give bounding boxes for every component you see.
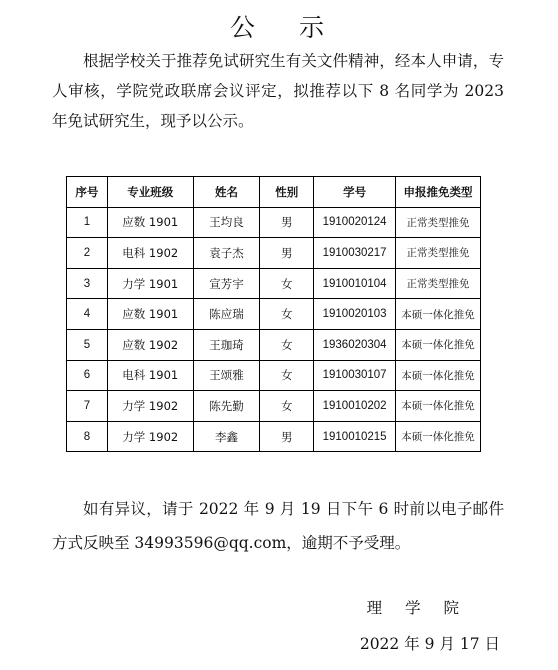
- table-row: [67, 421, 481, 452]
- cell-index: 1: [67, 207, 108, 238]
- cell-name: 王颂雅: [193, 360, 260, 391]
- cell-gender: 女: [260, 360, 314, 391]
- cell-student-id: 1910030217: [314, 238, 396, 269]
- cell-gender: 女: [260, 329, 314, 360]
- cell-gender: 女: [260, 268, 314, 299]
- cell-index: 4: [67, 299, 108, 330]
- cell-name: 袁子杰: [193, 238, 260, 269]
- recommended-students-table: [66, 176, 481, 452]
- cell-index: 3: [67, 268, 108, 299]
- cell-class: 应数 1901: [107, 299, 193, 330]
- cell-class: 电科 1902: [107, 238, 193, 269]
- cell-recommend-type: 本硕一体化推免: [396, 421, 481, 452]
- cell-class: 应数 1902: [107, 329, 193, 360]
- cell-gender: 男: [260, 238, 314, 269]
- table-row: [67, 299, 481, 330]
- intro-paragraph: 根据学校关于推荐免试研究生有关文件精神，经本人申请，专人审核，学院党政联席会议评定，拟推荐以下 8 名同学为 2023 年免试研究生，现予以公示。: [52, 52, 504, 130]
- cell-class: 电科 1901: [107, 360, 193, 391]
- table-row: [67, 329, 481, 360]
- cell-recommend-type: 本硕一体化推免: [396, 329, 481, 360]
- cell-gender: 女: [260, 391, 314, 422]
- cell-class: 应数 1901: [107, 207, 193, 238]
- cell-student-id: 1936020304: [314, 329, 396, 360]
- cell-name: 陈先勤: [193, 391, 260, 422]
- table-row: [67, 268, 481, 299]
- cell-student-id: 1910010215: [314, 421, 396, 452]
- cell-name: 王均良: [193, 207, 260, 238]
- cell-class: 力学 1902: [107, 421, 193, 452]
- cell-name: 李鑫: [193, 421, 260, 452]
- page-title: 公 示: [230, 13, 342, 42]
- cell-recommend-type: 本硕一体化推免: [396, 360, 481, 391]
- table-row: [67, 360, 481, 391]
- cell-gender: 女: [260, 299, 314, 330]
- cell-student-id: 1910010202: [314, 391, 396, 422]
- cell-index: 6: [67, 360, 108, 391]
- header-class: 专业班级: [107, 177, 193, 208]
- cell-class: 力学 1901: [107, 268, 193, 299]
- header-name: 姓名: [193, 177, 260, 208]
- header-index: 序号: [67, 177, 108, 208]
- cell-recommend-type: 正常类型推免: [396, 238, 481, 269]
- header-student-id: 学号: [314, 177, 396, 208]
- cell-gender: 男: [260, 207, 314, 238]
- cell-student-id: 1910020103: [314, 299, 396, 330]
- cell-student-id: 1910020124: [314, 207, 396, 238]
- cell-student-id: 1910010104: [314, 268, 396, 299]
- cell-name: 王珈琦: [193, 329, 260, 360]
- cell-index: 2: [67, 238, 108, 269]
- cell-recommend-type: 正常类型推免: [396, 268, 481, 299]
- cell-recommend-type: 正常类型推免: [396, 207, 481, 238]
- cell-index: 8: [67, 421, 108, 452]
- cell-gender: 男: [260, 421, 314, 452]
- closing-paragraph: 如有异议，请于 2022 年 9 月 19 日下午 6 时前以电子邮件方式反映至 34993596@qq.com，逾期不予受理。: [52, 500, 504, 552]
- header-recommend-type: 申报推免类型: [396, 177, 481, 208]
- table-row: [67, 391, 481, 422]
- cell-student-id: 1910030107: [314, 360, 396, 391]
- cell-name: 陈应瑞: [193, 299, 260, 330]
- table-row: [67, 238, 481, 269]
- cell-recommend-type: 本硕一体化推免: [396, 391, 481, 422]
- cell-index: 5: [67, 329, 108, 360]
- cell-recommend-type: 本硕一体化推免: [396, 299, 481, 330]
- issuing-organization: 理 学 院: [366, 599, 468, 617]
- cell-name: 宣芳宇: [193, 268, 260, 299]
- cell-index: 7: [67, 391, 108, 422]
- table-header-row: [67, 177, 481, 208]
- cell-class: 力学 1902: [107, 391, 193, 422]
- issue-date: 2022 年 9 月 17 日: [359, 635, 500, 653]
- header-gender: 性别: [260, 177, 314, 208]
- table-row: [67, 207, 481, 238]
